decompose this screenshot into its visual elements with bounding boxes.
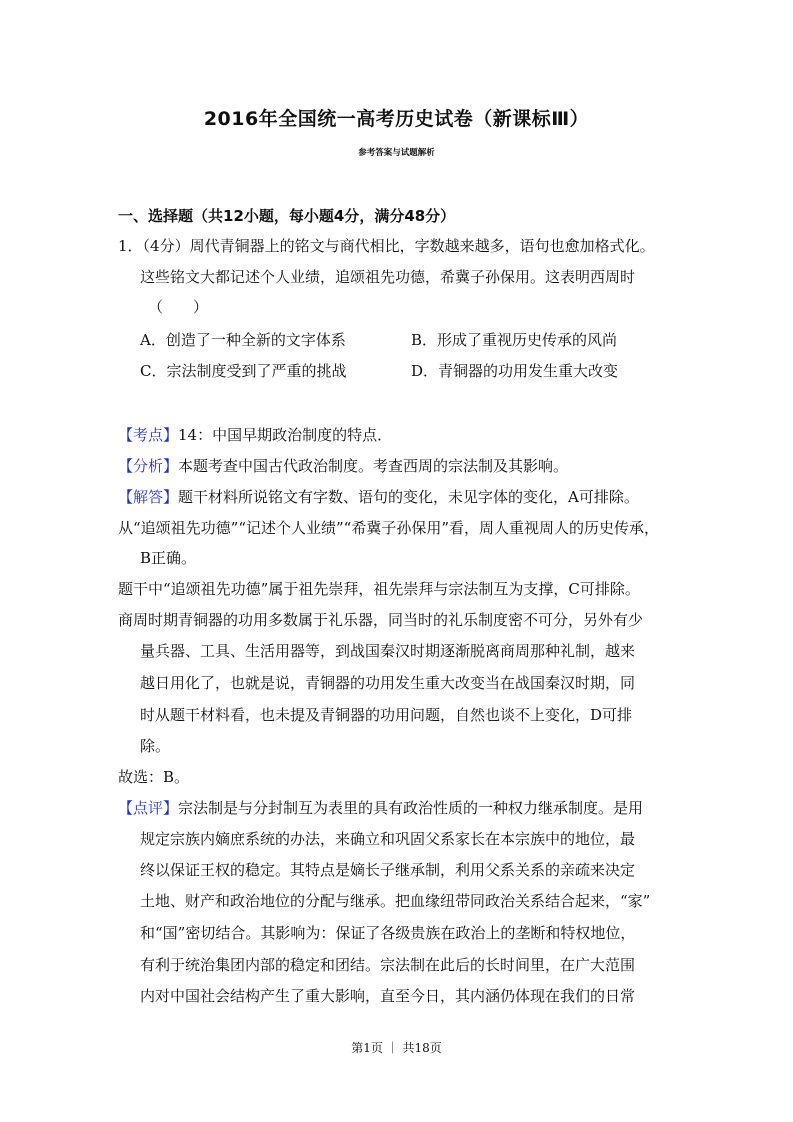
page-footer: 第1页 ｜ 共18页 (351, 1041, 442, 1055)
dianping-line: 终以保证王权的稳定。其特点是嫡长子继承制，利用父系关系的亲疏来决定 (140, 861, 636, 879)
dianping-line: 有利于统治集团内部的稳定和团结。宗法制在此后的长时间里，在广大范围 (140, 956, 636, 974)
option-b: B．形成了重视历史传承的风尚 (411, 331, 618, 349)
kaodian-tag: 【考点】 (118, 426, 179, 444)
answer-line: 越日用化了，也就是说，青铜器的功用发生重大改变当在战国秦汉时期，同 (140, 674, 636, 692)
answer-choice: 故选：B。 (118, 768, 190, 786)
option-a: A．创造了一种全新的文字体系 (140, 331, 346, 349)
jieda-row (118, 487, 639, 507)
jieda-text: 题干材料所说铭文有字数、语句的变化，未见字体的变化，A可排除。 (178, 488, 639, 506)
option-d: D．青铜器的功用发生重大改变 (411, 362, 619, 380)
dianping-line: 内对中国社会结构产生了重大影响，直至今日，其内涵仍体现在我们的日常 (140, 987, 636, 1005)
dianping-row (118, 798, 643, 818)
fenxi-tag: 【分析】 (118, 457, 179, 475)
answer-line: 从“追颂祖先功德”“记述个人业绩”“希冀子孙保用”看，周人重视周人的历史传承， (118, 519, 660, 537)
answer-line: 时从题干材料看，也未提及青铜器的功用问题，自然也谈不上变化，D可排 (140, 706, 633, 724)
dianping-tag: 【点评】 (118, 799, 179, 817)
dianping-line: 规定宗族内嫡庶系统的办法，来确立和巩固父系家长在本宗族中的地位，最 (140, 830, 636, 848)
answer-line: 题干中“追颂祖先功德”属于祖先崇拜，祖先崇拜与宗法制互为支撑，C可排除。 (118, 580, 640, 598)
dianping-text: 宗法制是与分封制互为表里的具有政治性质的一种权力继承制度。是用 (178, 799, 644, 817)
kaodian-text: 14：中国早期政治制度的特点． (178, 426, 393, 444)
answer-line: B正确。 (140, 549, 197, 567)
section-heading: 一、选择题（共12小题，每小题4分，满分48分） (118, 207, 456, 225)
question-stem-line: 这些铭文大都记述个人业绩，追颂祖先功德，希冀子孙保用。这表明西周时 (140, 268, 636, 286)
question-stem-line: 1．（4分）周代青铜器上的铭文与商代相比，字数越来越多，语句也愈加格式化。 (118, 237, 655, 255)
answer-line: 量兵器、工具、生活用器等，到战国秦汉时期逐渐脱离商周那种礼制，越来 (140, 642, 636, 660)
fenxi-row (118, 456, 568, 476)
answer-line: 商周时期青铜器的功用多数属于礼乐器，同当时的礼乐制度密不可分，另外有少 (118, 611, 644, 629)
dianping-line: 土地、财产和政治地位的分配与继承。把血缘纽带同政治关系结合起来，“家” (140, 892, 651, 910)
page-title: 2016年全国统一高考历史试卷（新课标Ⅲ） (203, 108, 590, 130)
dianping-line: 和“国”密切结合。其影响为：保证了各级贵族在政治上的垄断和特权地位， (140, 924, 636, 942)
jieda-tag: 【解答】 (118, 488, 179, 506)
answer-line: 除。 (140, 737, 171, 755)
option-c: C．宗法制度受到了严重的挑战 (140, 362, 347, 380)
fenxi-text: 本题考查中国古代政治制度。考查西周的宗法制及其影响。 (178, 457, 569, 475)
question-blank: （ ） (148, 298, 209, 316)
page-subtitle: 参考答案与试题解析 (358, 148, 435, 158)
kaodian-row (118, 425, 392, 445)
